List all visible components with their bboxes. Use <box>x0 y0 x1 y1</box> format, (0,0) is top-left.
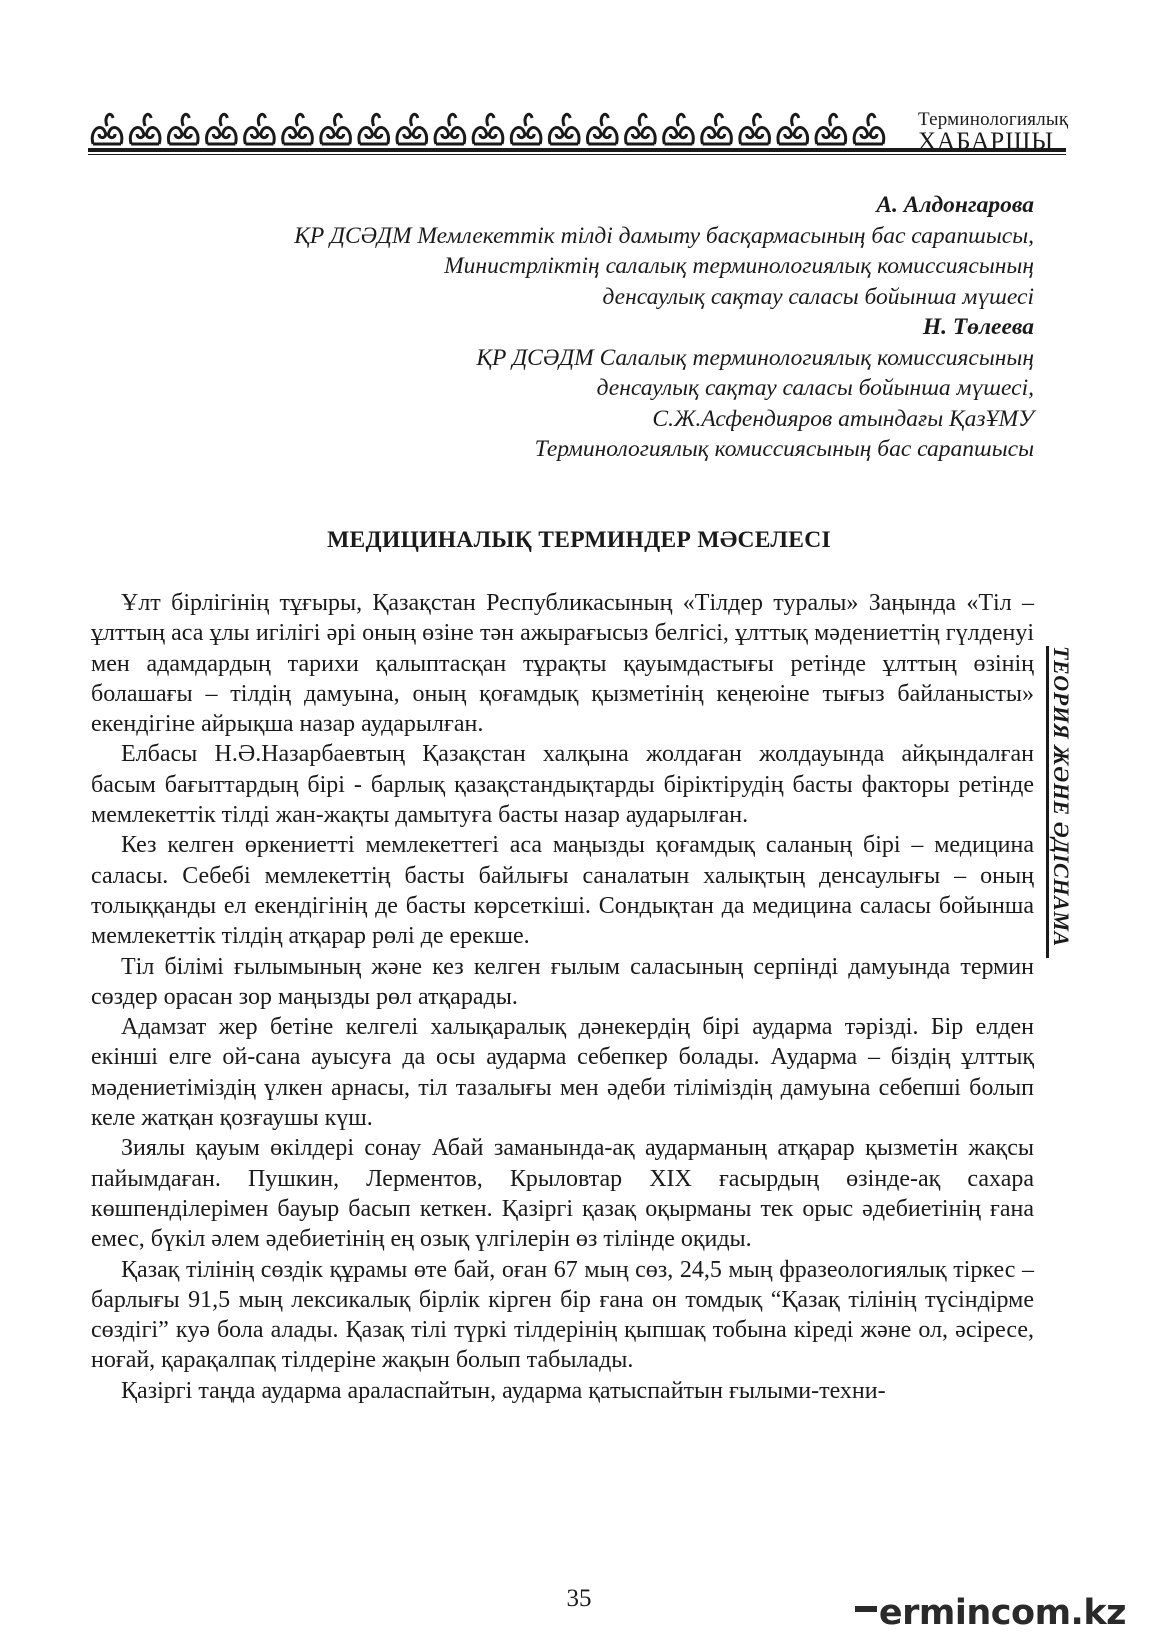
author-affiliation-line: Министрліктің салалық терминологиялық комиссиясының <box>444 253 1034 279</box>
ornament-scroll <box>816 114 846 144</box>
ornament-scroll <box>92 114 122 144</box>
ornament-scroll <box>168 114 198 144</box>
author-affiliation-line: ҚР ДСӘДМ Салалық терминологиялық комиссиясының <box>476 344 1034 371</box>
author-affiliation-line: ҚР ДСӘДМ Мемлекеттік тілді дамыту басқармасының бас сарапшысы, <box>294 222 1034 249</box>
author-affiliation-line: денсаулық сақтау саласы бойынша мүшесі <box>602 283 1034 310</box>
ornament-scroll <box>435 114 465 144</box>
ornament-scroll <box>397 114 427 144</box>
paragraph: Тіл білімі ғылымының және кез келген ғылым саласының серпінді дамуында термин сөздер орасан зор маңызды рөл атқарады. <box>91 953 1034 1010</box>
ornament-scroll <box>778 114 808 144</box>
site-watermark <box>855 1593 1126 1633</box>
journal-name-large: ХАБАРШЫ <box>918 128 1055 155</box>
paragraph: Елбасы Н.Ә.Назарбаевтың Қазақстан халқына жолдаған жолдауында айқындалған басым бағыттардың бірі - барлық қазақстандықтарды біріктірудің басты факторы ретінде мемлекеттік тілді жан-жақты дамытуға басты назар аударылған. <box>91 741 1034 829</box>
author-block <box>134 190 1034 465</box>
paragraph: Кез келген өркениетті мемлекеттегі аса маңызды қоғамдық саланың бірі – медицина саласы. Себебі мемлекеттің басты байлығы саналатын халықтың денсаулығы – оның толыққанды ел екендігінің де басты көрсеткіші. Сондықтан да медицина саласы бойынша мемлекеттік тілдің атқарар рөлі де ерекше. <box>91 832 1034 950</box>
ornament-scroll <box>321 114 351 144</box>
article-body <box>91 588 1034 1406</box>
ornament-scroll <box>664 114 694 144</box>
ornament-scroll <box>549 114 579 144</box>
journal-name-small: Терминологиялық <box>918 109 1069 130</box>
ornament-scroll <box>626 114 656 144</box>
author-affiliation-line: С.Ж.Асфендияров атындағы ҚазҰМУ <box>652 405 1034 432</box>
article-title: МЕДИЦИНАЛЫҚ ТЕРМИНДЕР МӘСЕЛЕСІ <box>327 527 831 553</box>
author-name: А. Алдонгарова <box>876 192 1034 218</box>
ornament-scroll <box>245 114 275 144</box>
author-affiliation-line: денсаулық сақтау саласы бойынша мүшесі, <box>596 375 1034 401</box>
ornament-scroll <box>283 114 313 144</box>
author-name: Н. Төлеева <box>922 314 1034 340</box>
paragraph: Ұлт бірлігінің тұғыры, Қазақстан Республикасының «Тілдер туралы» Заңында «Тіл – ұлттың аса ұлы игілігі әрі оның өзіне тән ажырағысыз белгісі, ұлттық мәдениеттің гүлденуі мен адамдардың тарихи қалыптасқан тұрақты қауымдастығы ретінде ұлттың өзінің болашағы – тілдің дамуына, оның қоғамдық қызметінің кеңеюіне тығыз байланысты» екендігіне айрықша назар аударылған. <box>91 590 1034 738</box>
paragraph: Зиялы қауым өкілдері сонау Абай заманында-ақ аударманың атқарар қызметін жақсы пайымдаған. Пушкин, Лерментов, Крыловтар XIX ғасырдың өзінде-ақ сахара көшпенділерімен бауыр басып кеткен. Қазіргі қазақ оқырманы тек орыс әдебиетінің ғана емес, бүкіл әлем әдебиетінің ең озық үлгілерін өз тілінде оқиды. <box>91 1135 1034 1253</box>
section-side-label: ТЕОРИЯ ЖӘНЕ ӘДІСНАМА <box>1049 646 1074 947</box>
watermark-t-icon <box>855 1606 877 1612</box>
paragraph: Қазіргі таңда аударма араласпайтын, аударма қатыспайтын ғылыми-техни- <box>121 1377 886 1404</box>
ornament-scroll <box>359 114 389 144</box>
ornament-scroll <box>473 114 503 144</box>
ornament-scroll <box>130 114 160 144</box>
page-number: 35 <box>566 1585 592 1612</box>
ornament-scroll <box>207 114 237 144</box>
watermark-text: ermincom.kz <box>878 1593 1126 1633</box>
ornament-scroll <box>740 114 770 144</box>
ornament-scroll <box>702 114 732 144</box>
paragraph: Адамзат жер бетіне келгелі халықаралық дәнекердің бірі аударма тәрізді. Бір елден екінші елге ой-сана ауысуға да осы аударма себепкер болады. Аударма – біздің ұлттық мәдениетіміздің үлкен арнасы, тіл тазалығы мен әдеби тіліміздің дамуына себепші болып келе жатқан қозғаушы күш. <box>91 1014 1034 1132</box>
ornament-scroll <box>587 114 617 144</box>
paragraph: Қазақ тілінің сөздік құрамы өте бай, оған 67 мың сөз, 24,5 мың фразеологиялық тіркес – барлығы 91,5 мың лексикалық бірлік кірген бір ғана он томдық “Қазақ тілінің түсіндірме сөздігі” куә бола алады. Қазақ тілі түркі тілдерінің қыпшақ тобына кіреді және ол, әсіресе, ноғай, қарақалпақ тілдеріне жақын болып табылады. <box>91 1256 1034 1374</box>
ornament-scroll <box>854 114 884 144</box>
author-affiliation-line: Терминологиялық комиссиясының бас сарапшысы <box>534 436 1034 462</box>
ornament-scroll <box>511 114 541 144</box>
